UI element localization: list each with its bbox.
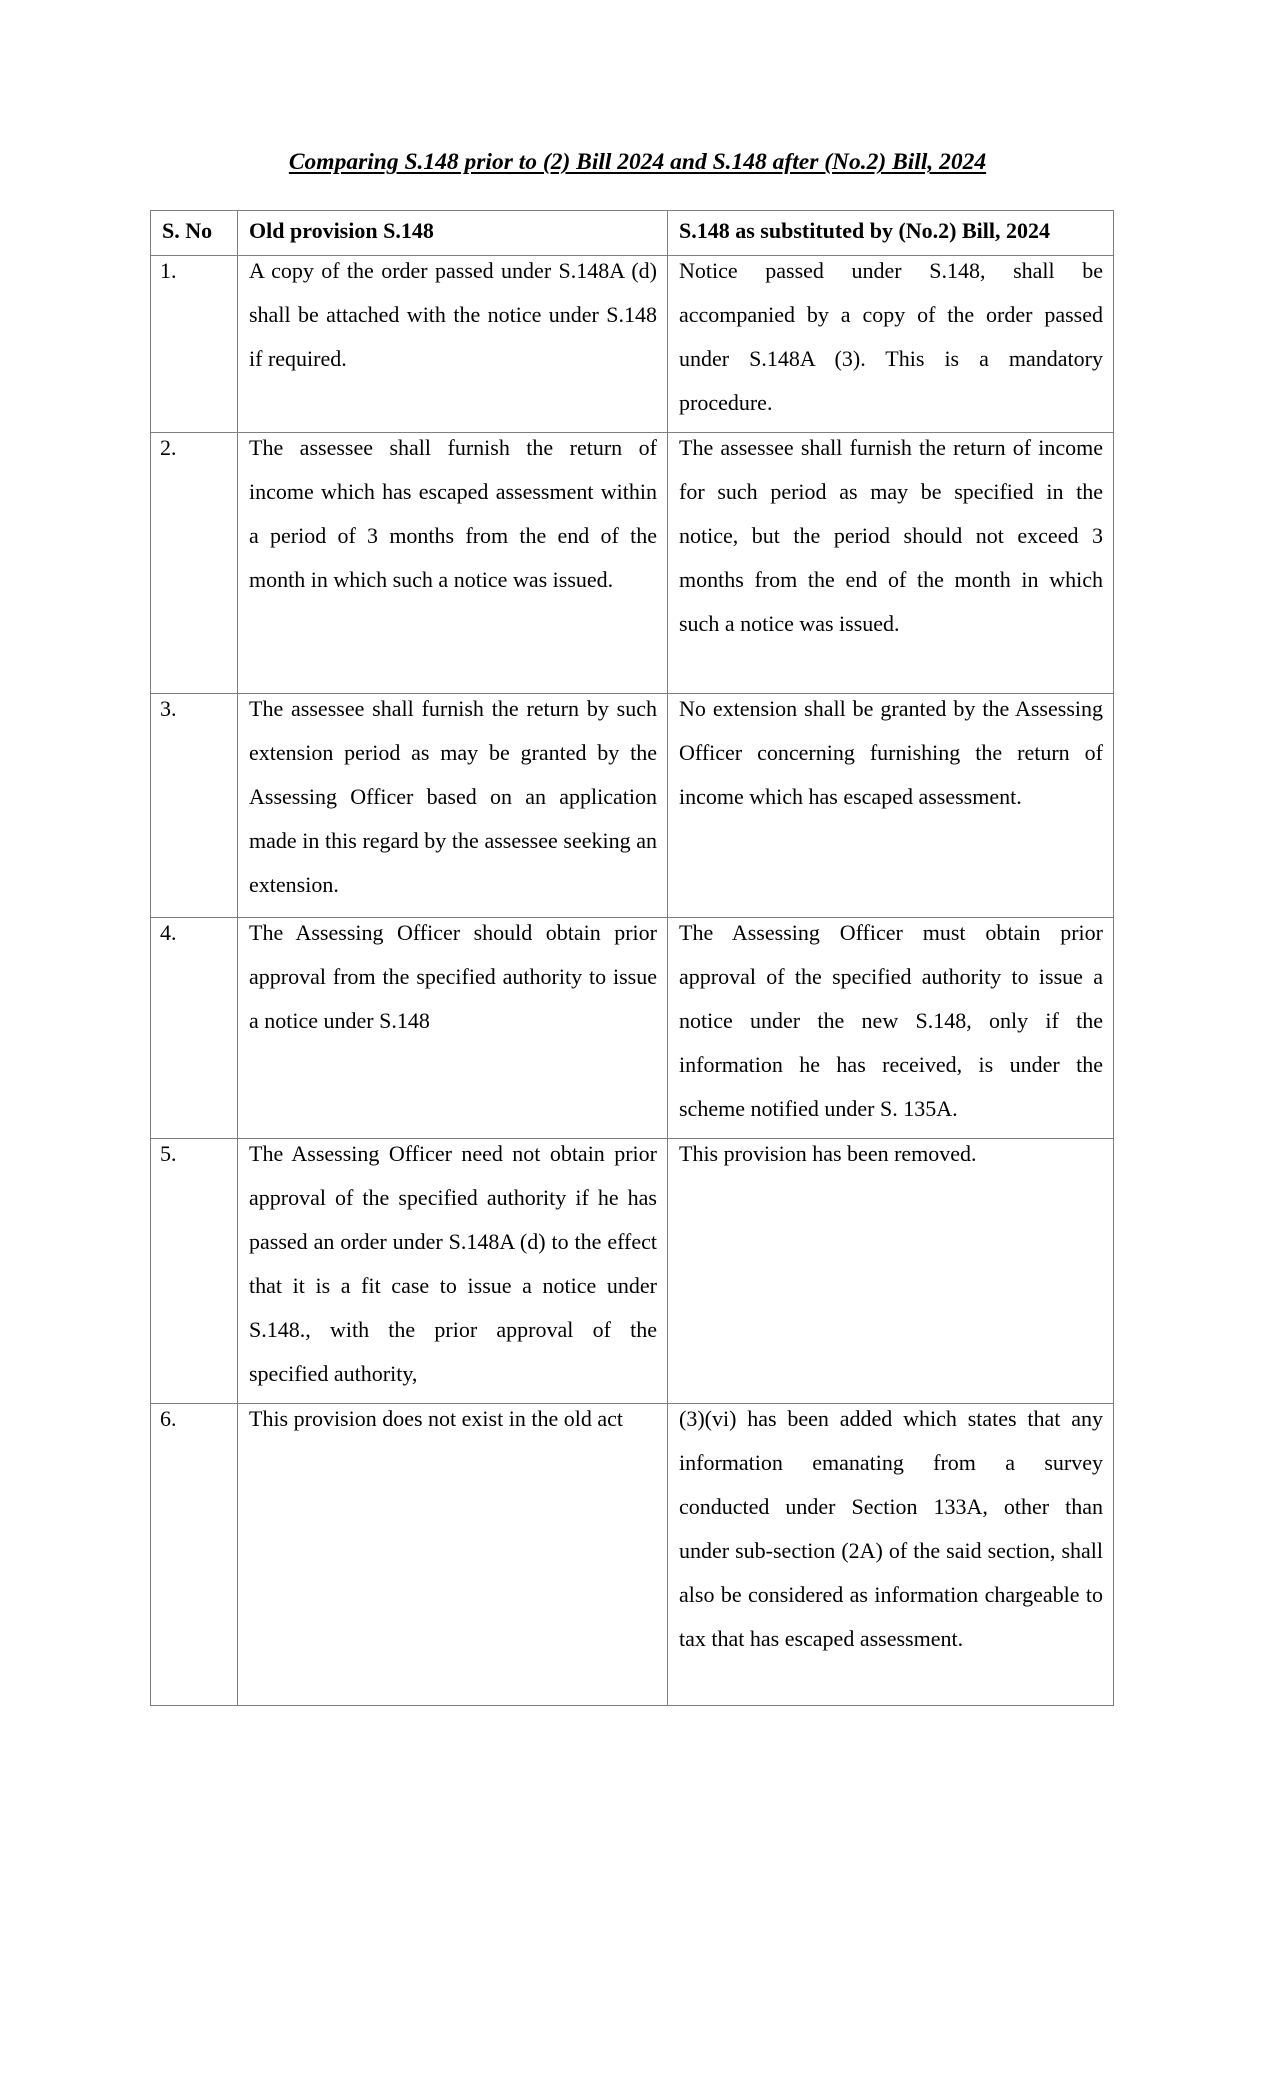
- row-new-provision: (3)(vi) has been added which states that any information emanating from a survey conducted under Section 133A, other than under sub-section (2A) of the said section, shall also be considered as information chargeable to tax that has escaped assessment.: [668, 1404, 1114, 1706]
- row-new-provision: Notice passed under S.148, shall be accompanied by a copy of the order passed under S.148A (3). This is a mandatory procedure.: [668, 256, 1114, 433]
- document-title: Comparing S.148 prior to (2) Bill 2024 and S.148 after (No.2) Bill, 2024: [288, 149, 987, 175]
- row-old-provision: This provision does not exist in the old act: [238, 1404, 668, 1706]
- row-new-provision: The assessee shall furnish the return of income for such period as may be specified in the notice, but the period should not exceed 3 months from the end of the month in which such a notice was issued.: [668, 433, 1114, 694]
- row-old-provision: The assessee shall furnish the return of income which has escaped assessment within a period of 3 months from the end of the month in which such a notice was issued.: [238, 433, 668, 694]
- row-serial-number: 5.: [151, 1139, 238, 1404]
- comparison-table: [150, 210, 1114, 1706]
- row-new-provision: No extension shall be granted by the Assessing Officer concerning furnishing the return of income which has escaped assessment.: [668, 694, 1114, 918]
- row-old-provision: The assessee shall furnish the return by such extension period as may be granted by the Assessing Officer based on an application made in this regard by the assessee seeking an extension.: [238, 694, 668, 918]
- row-new-provision: This provision has been removed.: [668, 1139, 1114, 1404]
- row-serial-number: 4.: [151, 918, 238, 1139]
- table-row: [151, 918, 1114, 1139]
- table-row: [151, 433, 1114, 694]
- table-row: [151, 1404, 1114, 1706]
- row-old-provision: The Assessing Officer should obtain prior approval from the specified authority to issue a notice under S.148: [238, 918, 668, 1139]
- row-serial-number: 3.: [151, 694, 238, 918]
- table-row: [151, 1139, 1114, 1404]
- row-new-provision: The Assessing Officer must obtain prior approval of the specified authority to issue a notice under the new S.148, only if the information he has received, is under the scheme notified under S. 135A.: [668, 918, 1114, 1139]
- table-row: [151, 256, 1114, 433]
- row-serial-number: 2.: [151, 433, 238, 694]
- table-row: [151, 694, 1114, 918]
- header-serial-number: S. No: [151, 211, 238, 256]
- row-old-provision: The Assessing Officer need not obtain prior approval of the specified authority if he has passed an order under S.148A (d) to the effect that it is a fit case to issue a notice under S.148., with the prior approval of the specified authority,: [238, 1139, 668, 1404]
- header-new-provision: S.148 as substituted by (No.2) Bill, 2024: [668, 211, 1114, 256]
- header-old-provision: Old provision S.148: [238, 211, 668, 256]
- row-serial-number: 1.: [151, 256, 238, 433]
- row-serial-number: 6.: [151, 1404, 238, 1706]
- row-old-provision: A copy of the order passed under S.148A (d) shall be attached with the notice under S.148 if required.: [238, 256, 668, 433]
- table-header-row: [151, 211, 1114, 256]
